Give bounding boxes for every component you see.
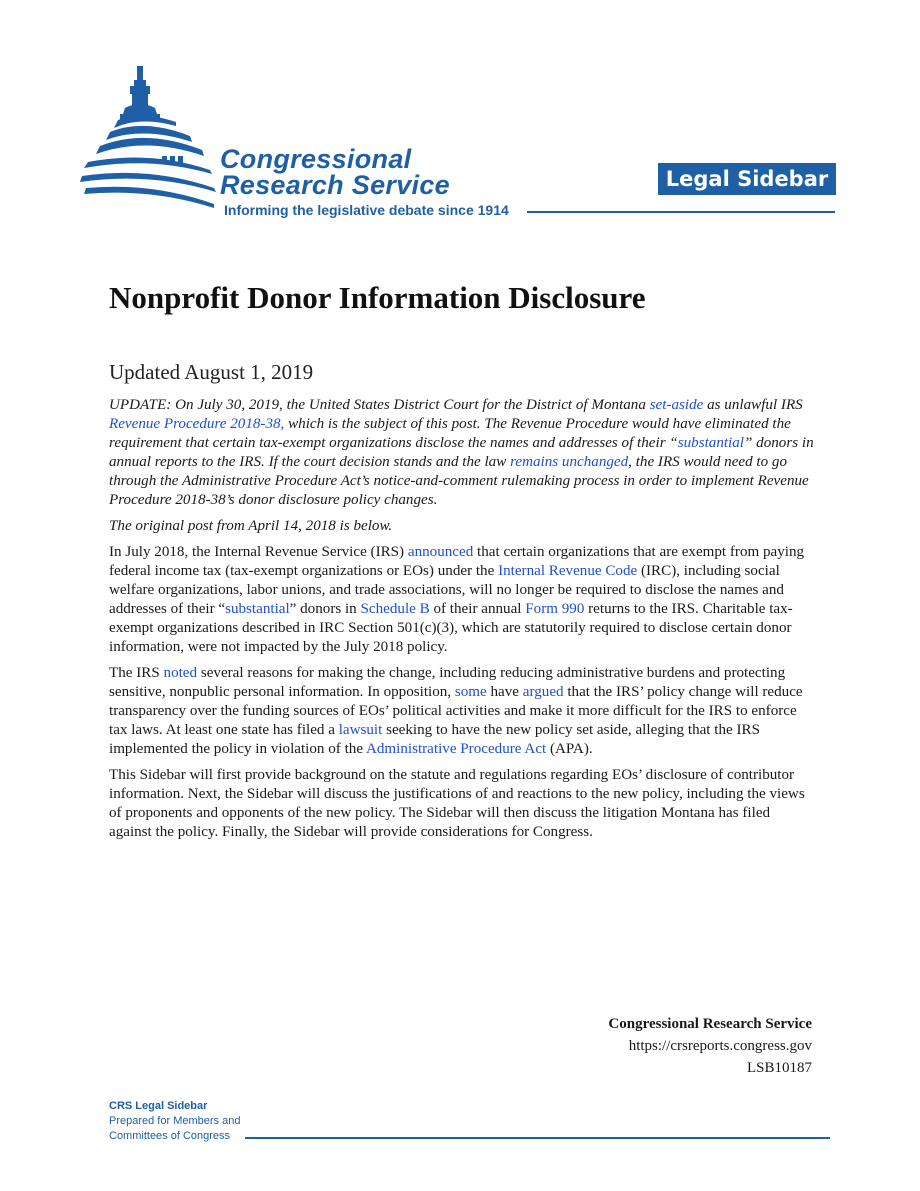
text-span: (APA). — [546, 741, 593, 757]
substantial-link[interactable]: substantial — [677, 435, 744, 451]
text-span: that the IRS’ policy change will reduce transparency over the funding sources of EOs’ political activities and make it more difficult for the IRS to enforce tax laws. At least one state has filed a — [109, 684, 803, 738]
paragraph-1 — [109, 543, 815, 657]
administrative-procedure-act-link[interactable]: Administrative Procedure Act — [365, 741, 547, 757]
text-span: UPDATE: On July 30, 2019, the United States District Court for the District of Montana — [109, 397, 650, 413]
bottom-line1: CRS Legal Sidebar — [109, 1100, 208, 1112]
bottom-line3: Committees of Congress — [109, 1130, 231, 1142]
text-span: ” donors in — [289, 601, 361, 617]
original-post-note: The original post from April 14, 2018 is below. — [109, 518, 393, 534]
argued-link[interactable]: argued — [522, 684, 564, 700]
text-span: seeking to have the new policy set aside, alleging that the IRS implemented the policy in violation of the — [109, 722, 760, 757]
legal-sidebar-badge: Legal Sidebar — [658, 163, 836, 195]
internal-revenue-code-link[interactable]: Internal Revenue Code — [498, 563, 638, 579]
text-span: that certain organizations that are exempt from paying federal income tax (tax-exempt organizations or EOs) under the — [109, 544, 805, 579]
text-span: In July 2018, the Internal Revenue Service (IRS) — [109, 544, 408, 560]
org-name-line2: Research Service — [220, 170, 450, 200]
footer-org: Congressional Research Service — [608, 1016, 812, 1032]
text-span: , the IRS would need to go through the Administrative Procedure Act’s notice-and-comment rulemaking process in order to implement Revenue Procedure 2018-38’s donor disclosure policy changes. — [109, 454, 809, 508]
footer-info — [608, 1013, 812, 1079]
lawsuit-link[interactable]: lawsuit — [338, 722, 383, 738]
schedule-b-link[interactable]: Schedule B — [360, 601, 430, 617]
noted-link[interactable]: noted — [163, 665, 198, 681]
text-span: several reasons for making the change, including reducing administrative burdens and protecting sensitive, nonpublic personal information. In opposition, — [109, 665, 786, 700]
updated-date: Updated August 1, 2019 — [109, 360, 314, 384]
announced-link[interactable]: announced — [407, 544, 474, 560]
text-span: as unlawful IRS — [703, 397, 803, 413]
capitol-dome-logo — [80, 62, 220, 212]
footer-url[interactable]: https://crsreports.congress.gov — [628, 1038, 812, 1054]
text-span: of their annual — [429, 601, 526, 617]
bottom-label — [109, 1099, 240, 1144]
substantial-link[interactable]: substantial — [225, 601, 290, 617]
paragraph-3: This Sidebar will first provide background on the statute and regulations regarding EOs’ disclosure of contributor information. Next, the Sidebar will discuss the justifications of and reactions to the new policy, including the views of proponents and opponents of the new policy. The Sidebar will then discuss the litigation Montana has filed against the policy. Finally, the Sidebar will provide considerations for Congress. — [109, 767, 805, 840]
tagline: Informing the legislative debate since 1914 — [224, 202, 509, 218]
text-span: The IRS — [109, 665, 164, 681]
form-990-link[interactable]: Form 990 — [525, 601, 585, 617]
text-span: (IRC), including social welfare organizations, labor unions, and trade associations, will no longer be required to disclose the names and addresses of their “ — [109, 563, 784, 617]
remains-unchanged-link[interactable]: remains unchanged — [510, 454, 629, 470]
footer-code: LSB10187 — [746, 1060, 812, 1076]
set-aside-link[interactable]: set-aside — [649, 397, 704, 413]
bottom-line2: Prepared for Members and — [109, 1115, 241, 1127]
page-title: Nonprofit Donor Information Disclosure — [109, 280, 646, 315]
paragraph-2 — [109, 664, 815, 759]
document-body — [109, 396, 815, 849]
text-span: ” donors in annual reports to the IRS. If the court decision stands and the law — [109, 435, 814, 470]
bottom-divider — [245, 1137, 830, 1139]
revenue-procedure-link[interactable]: Revenue Procedure 2018-38, — [109, 416, 285, 432]
text-span: which is the subject of this post. The Revenue Procedure would have eliminated the requirement that certain tax-exempt organizations disclose the names and addresses of their “ — [109, 416, 791, 451]
header-divider — [527, 211, 835, 213]
some-link[interactable]: some — [454, 684, 487, 700]
update-paragraph — [109, 396, 815, 510]
text-span: returns to the IRS. Charitable tax-exempt organizations described in IRC Section 501(c)(3), which are statutorily required to disclose certain donor information, were not impacted by the July 2018 policy. — [109, 601, 793, 655]
report-header — [0, 0, 920, 230]
text-span: have — [486, 684, 523, 700]
org-name-line1: Congressional — [220, 144, 412, 174]
